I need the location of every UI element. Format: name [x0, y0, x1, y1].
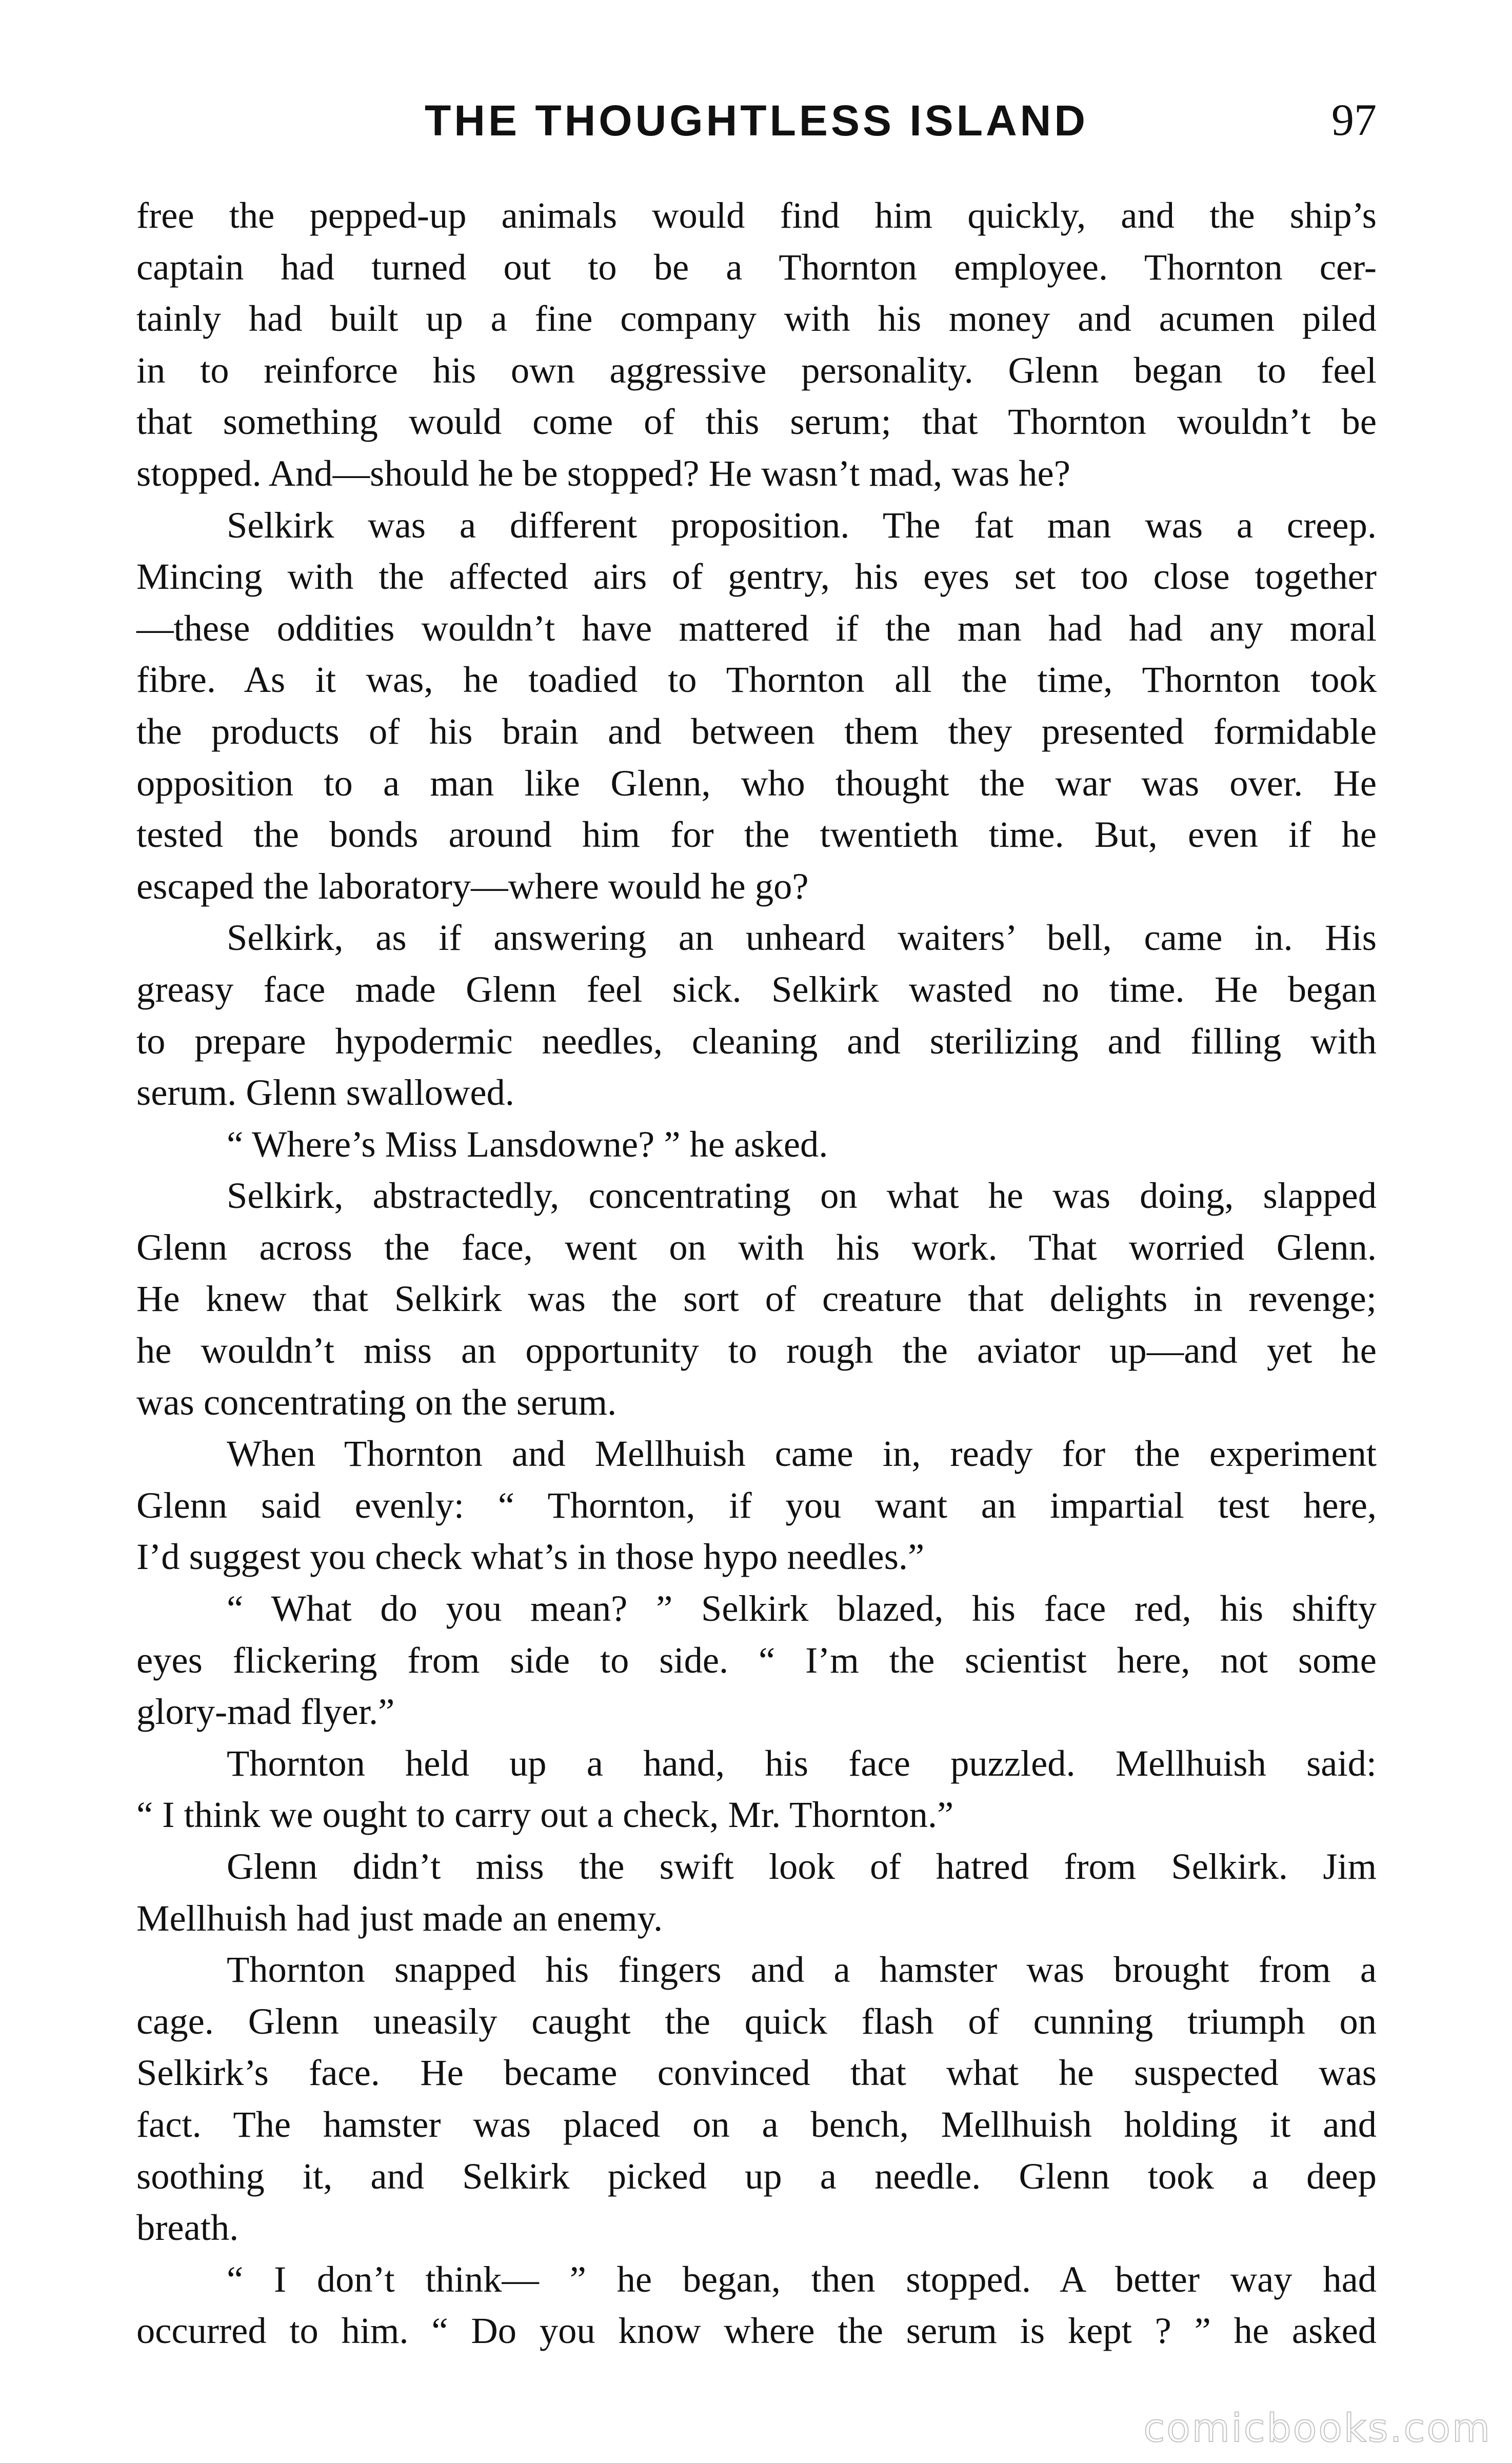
- text-line: Mellhuish had just made an enemy.: [136, 1897, 663, 1939]
- text-line: greasy face made Glenn feel sick. Selkirk wasted no time. He began: [136, 968, 1377, 1010]
- body-text: [136, 190, 1377, 2352]
- paragraph-first-line: Selkirk was a different proposition. The fat man was a creep.: [227, 504, 1377, 546]
- text-line: “ I think we ought to carry out a check, Mr. Thornton.”: [136, 1794, 954, 1836]
- text-line: the products of his brain and between them they presented formidable: [136, 710, 1377, 752]
- text-line: serum. Glenn swallowed.: [136, 1071, 514, 1114]
- text-line: glory-mad flyer.”: [136, 1691, 395, 1733]
- text-line: escaped the laboratory—where would he go?: [136, 865, 809, 907]
- text-line: fact. The hamster was placed on a bench, Mellhuish holding it and: [136, 2103, 1377, 2145]
- text-line: Glenn across the face, went on with his work. That worried Glenn.: [136, 1226, 1377, 1268]
- text-line: that something would come of this serum; that Thornton wouldn’t be: [136, 401, 1377, 443]
- text-line: tainly had built up a fine company with his money and acumen piled: [136, 297, 1377, 340]
- text-line: cage. Glenn uneasily caught the quick flash of cunning triumph on: [136, 2000, 1377, 2042]
- text-line: captain had turned out to be a Thornton employee. Thornton cer-: [136, 246, 1377, 288]
- paragraph-first-line: “ What do you mean? ” Selkirk blazed, his face red, his shifty: [227, 1587, 1377, 1630]
- text-line: opposition to a man like Glenn, who thought the war was over. He: [136, 762, 1377, 804]
- page-number: 97: [1331, 95, 1377, 145]
- text-line: stopped. And—should he be stopped? He wasn’t mad, was he?: [136, 452, 1070, 494]
- paragraph-first-line: Selkirk, as if answering an unheard waiters’ bell, came in. His: [227, 917, 1377, 959]
- text-line: he wouldn’t miss an opportunity to rough the aviator up—and yet he: [136, 1329, 1377, 1372]
- paragraph-first-line: Glenn didn’t miss the swift look of hatred from Selkirk. Jim: [227, 1845, 1377, 1887]
- text-line: fibre. As it was, he toadied to Thornton all the time, Thornton took: [136, 659, 1377, 701]
- text-line: occurred to him. “ Do you know where the serum is kept ? ” he asked: [136, 2310, 1377, 2352]
- paragraph-first-line: Thornton held up a hand, his face puzzled. Mellhuish said:: [227, 1742, 1377, 1784]
- text-line: eyes flickering from side to side. “ I’m the scientist here, not some: [136, 1639, 1377, 1681]
- text-line: He knew that Selkirk was the sort of creature that delights in revenge;: [136, 1278, 1377, 1320]
- text-line: free the pepped-up animals would find him quickly, and the ship’s: [136, 194, 1377, 236]
- text-line: I’d suggest you check what’s in those hypo needles.”: [136, 1536, 925, 1578]
- running-title: THE THOUGHTLESS ISLAND: [424, 96, 1088, 145]
- paragraph-first-line: Thornton snapped his fingers and a hamster was brought from a: [227, 1949, 1377, 1991]
- text-line: —these oddities wouldn’t have mattered if the man had had any moral: [136, 607, 1377, 649]
- text-line: tested the bonds around him for the twentieth time. But, even if he: [136, 813, 1377, 856]
- paragraph-first-line: When Thornton and Mellhuish came in, ready for the experiment: [227, 1433, 1377, 1475]
- text-line: soothing it, and Selkirk picked up a needle. Glenn took a deep: [136, 2155, 1377, 2197]
- paragraph-first-line: “ Where’s Miss Lansdowne? ” he asked.: [227, 1123, 828, 1165]
- text-line: Selkirk’s face. He became convinced that what he suspected was: [136, 2052, 1377, 2094]
- page-header: [136, 90, 1377, 151]
- text-line: was concentrating on the serum.: [136, 1381, 617, 1423]
- text-line: breath.: [136, 2207, 239, 2249]
- text-line: to prepare hypodermic needles, cleaning and sterilizing and filling with: [136, 1020, 1377, 1062]
- text-line: in to reinforce his own aggressive personality. Glenn began to feel: [136, 349, 1377, 391]
- text-line: Glenn said evenly: “ Thornton, if you want an impartial test here,: [136, 1484, 1377, 1526]
- text-line: Mincing with the affected airs of gentry, his eyes set too close together: [136, 555, 1377, 598]
- paragraph-first-line: Selkirk, abstractedly, concentrating on what he was doing, slapped: [227, 1175, 1377, 1217]
- paragraph-first-line: “ I don’t think— ” he began, then stopped. A better way had: [227, 2258, 1377, 2300]
- watermark: comicbooks.com: [1143, 2405, 1491, 2451]
